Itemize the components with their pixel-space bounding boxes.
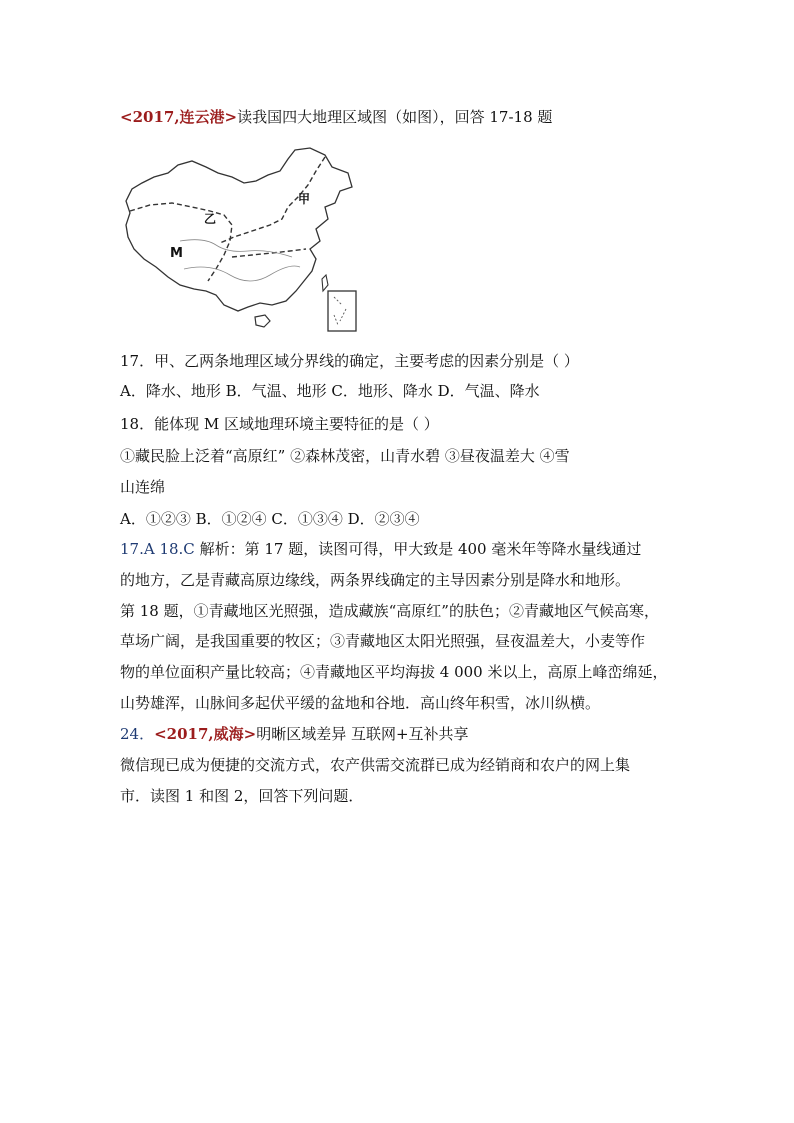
- south-sea-inset: [328, 291, 356, 331]
- taiwan-island: [322, 275, 328, 291]
- answer-line4: 草场广阔，是我国重要的牧区；③青藏地区太阳光照强，昼夜温差大，小麦等作: [120, 632, 646, 650]
- q24-line2: 市．读图 1 和图 2，回答下列问题．: [120, 787, 364, 805]
- answer-line2: 的地方，乙是青藏高原边缘线，两条界线确定的主导因素分别是降水和地形。: [120, 571, 631, 589]
- answer-line1: [120, 538, 680, 560]
- label-yi: 乙: [204, 212, 217, 226]
- q17-stem: 17．甲、乙两条地理区域分界线的确定，主要考虑的因素分别是（ ）: [120, 352, 579, 370]
- answer-text: 解析：第 17 题，读图可得，甲大致是 400 毫米年等降水量线通过: [194, 540, 642, 558]
- answer-line6: 山势雄浑，山脉间多起伏平缓的盆地和谷地．高山终年积雪，冰川纵横。: [120, 694, 601, 712]
- china-outline: [126, 148, 352, 311]
- q18-stem: 18．能体现 M 区域地理环境主要特征的是（ ）: [120, 415, 439, 433]
- q24-line1: 微信现已成为便捷的交流方式，农产供需交流群已成为经销商和农户的网上集: [120, 756, 631, 774]
- question-header: [120, 106, 680, 128]
- answer-key: 17.A 18.C: [120, 540, 195, 558]
- hainan-island: [255, 315, 270, 327]
- label-jia: 甲: [298, 192, 311, 206]
- answer-line5: 物的单位面积产量比较高；④青藏地区平均海拔 4 000 米以上，高原上峰峦绵延，: [120, 663, 668, 681]
- label-m: M: [170, 246, 183, 261]
- river: [180, 240, 300, 281]
- inset-dashes: [334, 297, 346, 325]
- question-stem: 读我国四大地理区域图（如图），回答 17-18 题: [237, 108, 553, 126]
- q18-statements-line2: 山连绵: [120, 478, 166, 496]
- answer-line3: 第 18 题，①青藏地区光照强，造成藏族“高原红”的肤色；②青藏地区气候高寒，: [120, 602, 659, 620]
- source-tag: <2017,连云港>: [120, 108, 238, 126]
- q24-title: 明晰区域差异 互联网+互补共享: [256, 725, 469, 743]
- q24-source: <2017,威海>: [154, 725, 257, 743]
- q18-options: A．①②③ B．①②④ C．①③④ D．②③④: [120, 510, 420, 528]
- boundary-qinling: [232, 249, 306, 257]
- q24-header: [120, 723, 680, 745]
- q17-options: A．降水、地形 B．气温、地形 C．地形、降水 D．气温、降水: [120, 382, 540, 400]
- china-regions-map: [120, 145, 360, 335]
- q24-number: 24．: [120, 725, 155, 743]
- q18-statements-line1: ①藏民脸上泛着“高原红” ②森林茂密，山青水碧 ③昼夜温差大 ④雪: [120, 447, 570, 465]
